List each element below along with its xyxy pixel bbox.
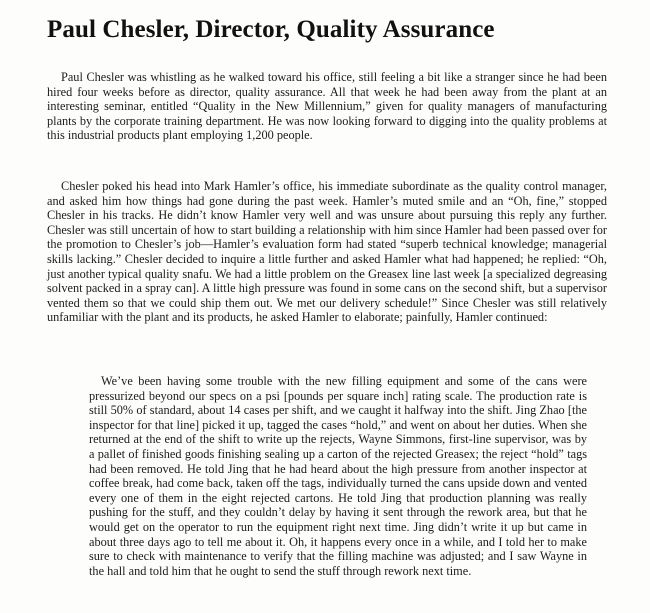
paragraph-intro: Paul Chesler was whistling as he walked toward his office, still feeling a bit like a stranger since he had been hired four weeks before as director, quality assurance. All that week he had been away from the plant at an interesting seminar, entitled “Quality in the New Millennium,” given for quality managers of manufacturing plants by the corporate training department. He was now looking forward to digging into the quality problems at this industrial products plant employing 1,200 people. <box>47 70 607 143</box>
page-title: Paul Chesler, Director, Quality Assurance <box>47 16 495 43</box>
block-quote: We’ve been having some trouble with the new filling equipment and some of the cans were pressurized beyond our specs on a psi [pounds per square inch] rating scale. The production rate is still 50% of standard, about 14 cases per shift, and we caught it halfway into the shift. Jing Zhao [the inspector for that line] picked it up, tagged the cases “hold,” and went on about her duties. When she returned at the end of the shift to write up the rejects, Wayne Simmons, first-line supervisor, was by a pallet of finished goods finishing sealing up a carton of the rejected Greasex; the reject “hold” tags had been removed. He told Jing that he had heard about the high pressure from another inspector at coffee break, had come back, taken off the tags, individually turned the cans upside down and vented every one of them in the eight rejected cartons. He told Jing that production planning was really pushing for the stuff, and they couldn’t delay by having it sent through the rework area, but that he would get on the operator to run the equipment right next time. Jing didn’t write it up but came in about three days ago to tell me about it. Oh, it happens every once in a while, and I told her to make sure to check with maintenance to verify that the filling machine was adjusted; and I saw Wayne in the hall and told him that he ought to send the stuff through rework next time. <box>89 374 587 578</box>
paragraph-conversation: Chesler poked his head into Mark Hamler’s office, his immediate subordinate as the quality control manager, and asked him how things had gone during the past week. Hamler’s muted smile and an “Oh, fine,” stopped Chesler in his tracks. He didn’t know Hamler very well and was unsure about pursuing this reply any further. Chesler was still uncertain of how to start building a relationship with him since Hamler had been passed over for the promotion to Chesler’s job—Hamler’s evaluation form had stated “superb technical knowledge; managerial skills lacking.” Chesler decided to inquire a little further and asked Hamler what had happened; he replied: “Oh, just another typical quality snafu. We had a little problem on the Greasex line last week [a specialized degreasing solvent packed in a spray can]. A little high pressure was found in some cans on the second shift, but a supervisor vented them so that we could ship them out. We met our delivery schedule!” Since Chesler was still relatively unfamiliar with the plant and its products, he asked Hamler to elaborate; painfully, Hamler continued: <box>47 179 607 325</box>
